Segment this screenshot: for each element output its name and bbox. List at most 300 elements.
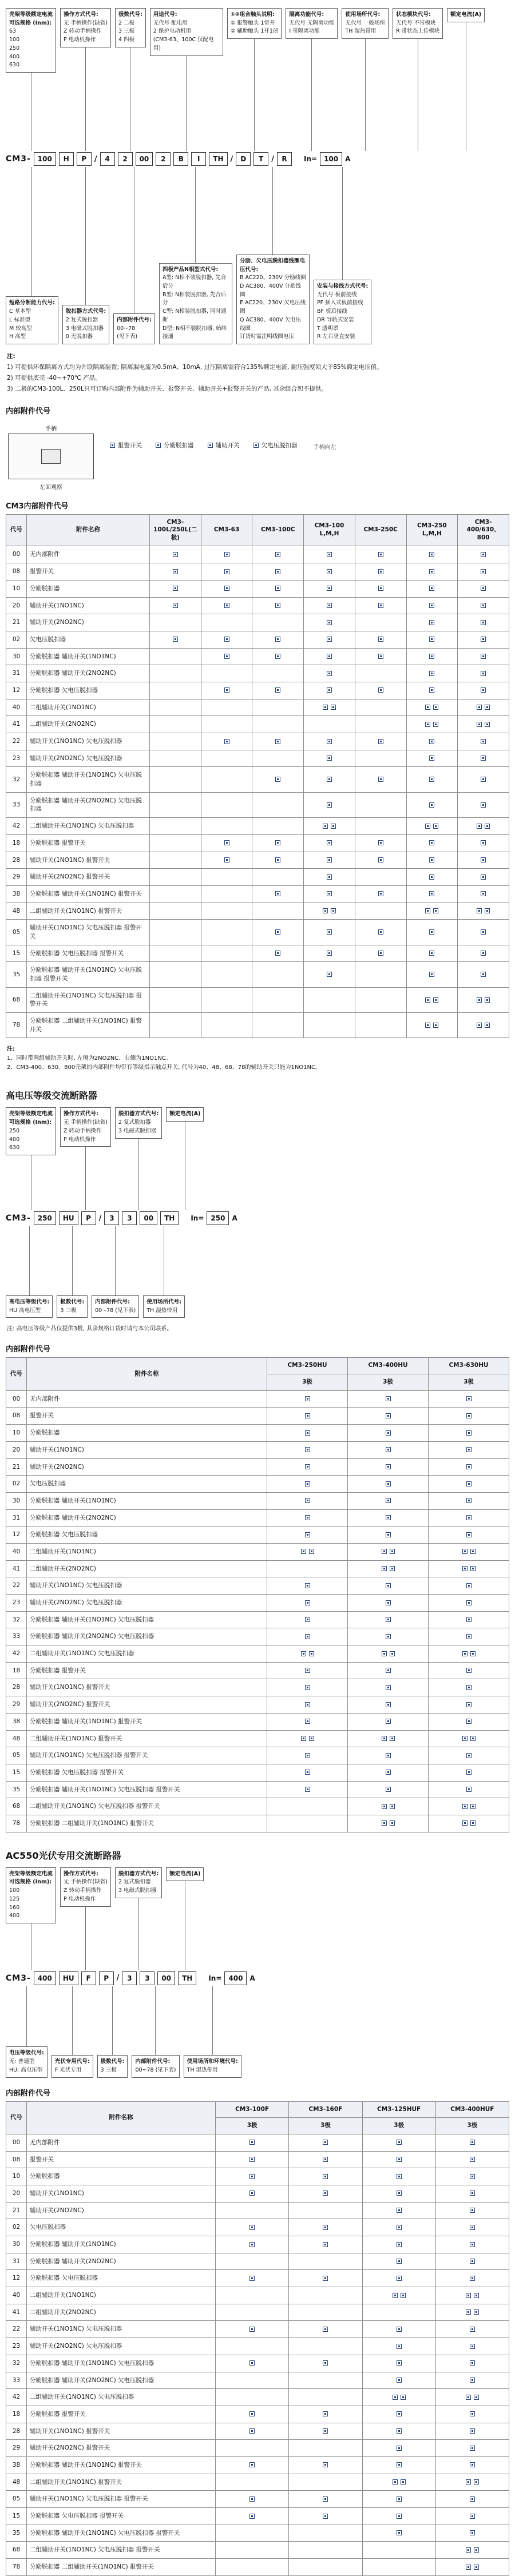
rated-current-value: 250 xyxy=(207,1211,229,1225)
table-row xyxy=(6,716,509,733)
accessory-name: 二组辅助开关(1NO1NC) 报警开关 xyxy=(27,903,150,920)
model-code-segment: 3 xyxy=(140,1971,154,1985)
name-column-header: 附件名称 xyxy=(27,1358,267,1390)
availability-mark xyxy=(466,1685,472,1690)
annotation-line: 250 xyxy=(9,45,20,51)
table-row xyxy=(6,1408,509,1425)
accessory-code: 42 xyxy=(6,1645,27,1663)
availability-mark xyxy=(433,824,438,829)
availability-mark xyxy=(378,687,383,693)
annotation-column xyxy=(60,1867,111,1970)
accessory-code: 42 xyxy=(6,818,27,835)
availability-cell xyxy=(201,631,252,648)
annotation-row-bottom xyxy=(6,1226,509,1318)
availability-mark xyxy=(386,1702,391,1707)
availability-mark xyxy=(425,908,430,913)
model-code-segment: HU xyxy=(59,1211,78,1225)
availability-mark xyxy=(327,637,332,642)
availability-mark xyxy=(275,857,280,862)
connector-line xyxy=(72,1226,73,1295)
availability-cell xyxy=(267,1476,348,1493)
availability-mark xyxy=(474,2293,479,2298)
availability-mark xyxy=(470,2344,475,2349)
annotation-column xyxy=(227,8,282,151)
table-row xyxy=(6,1747,509,1764)
accessory-code: 41 xyxy=(6,716,27,733)
availability-cell xyxy=(429,1543,509,1560)
availability-cell xyxy=(289,2440,362,2457)
availability-cell xyxy=(429,1595,509,1612)
availability-cell xyxy=(406,648,458,665)
annotation-box xyxy=(6,2046,47,2077)
availability-cell xyxy=(252,716,304,733)
annotation-title: 高电压等级代号: xyxy=(9,1299,50,1306)
availability-cell xyxy=(304,1013,355,1038)
availability-cell xyxy=(355,733,406,750)
accessory-code: 10 xyxy=(6,1425,27,1442)
annotation-column xyxy=(447,8,485,151)
availability-mark xyxy=(323,2174,328,2179)
product-column-header: CM3-100L/250L(二极) xyxy=(150,514,201,546)
accessory-code: 68 xyxy=(6,1798,27,1815)
availability-cell xyxy=(429,1526,509,1544)
accessory-name: 辅助开关(1NO1NC) xyxy=(27,2185,216,2202)
availability-mark xyxy=(249,2242,255,2247)
annotation-line: I 带隔离功能 xyxy=(289,28,320,35)
availability-cell xyxy=(201,792,252,817)
availability-mark xyxy=(401,2395,406,2400)
availability-cell xyxy=(150,614,201,631)
availability-cell xyxy=(362,2456,435,2474)
availability-mark xyxy=(275,654,280,659)
availability-mark xyxy=(386,1481,391,1486)
availability-cell xyxy=(406,597,458,614)
availability-cell xyxy=(348,1509,429,1526)
code-column-header: 代号 xyxy=(6,2101,27,2134)
availability-cell xyxy=(252,885,304,903)
table-row xyxy=(6,2559,509,2576)
annotation-line: P 电动机操作 xyxy=(64,1895,96,1902)
availability-cell xyxy=(435,2253,509,2270)
availability-mark xyxy=(481,739,486,744)
annotation-title: 使用场所代号: xyxy=(146,1299,182,1306)
availability-mark xyxy=(429,802,434,808)
availability-cell xyxy=(348,1408,429,1425)
accessory-code: 18 xyxy=(6,2406,27,2423)
availability-mark xyxy=(397,2428,402,2434)
accessory-name: 报警开关 xyxy=(27,2151,216,2168)
annotation-line: H 高型 xyxy=(9,333,26,340)
annotation-line: 125 xyxy=(9,1895,20,1902)
availability-mark xyxy=(378,840,383,845)
availability-cell xyxy=(406,563,458,581)
accessory-code: 10 xyxy=(6,2168,27,2185)
availability-mark xyxy=(275,929,280,935)
annotation-line: TH 湿热带用 xyxy=(146,1307,178,1314)
table-row xyxy=(6,1476,509,1493)
availability-cell xyxy=(267,1595,348,1612)
table-row xyxy=(6,2304,509,2321)
table-row xyxy=(6,1390,509,1408)
annotation-line: Z 转动手柄操作 xyxy=(64,1127,102,1134)
availability-cell xyxy=(289,2202,362,2219)
accessory-name: 辅助开关(1NO1NC) 欠电压脱扣器 xyxy=(27,733,150,750)
availability-mark xyxy=(323,2462,328,2467)
availability-mark xyxy=(301,1549,306,1554)
model-code-segment: D xyxy=(236,152,251,166)
availability-cell xyxy=(150,987,201,1012)
availability-cell xyxy=(216,2338,289,2355)
accessory-name: 辅助开关(2NO2NC) 报警开关 xyxy=(27,869,150,886)
availability-cell xyxy=(252,767,304,792)
availability-mark xyxy=(429,687,434,693)
availability-cell xyxy=(216,2304,289,2321)
availability-mark xyxy=(249,2140,255,2145)
model-code-segment: 00 xyxy=(140,1211,157,1225)
availability-cell xyxy=(406,903,458,920)
table-row xyxy=(6,733,509,750)
availability-mark xyxy=(397,2344,402,2349)
availability-mark xyxy=(485,824,490,829)
availability-cell xyxy=(355,699,406,716)
availability-cell xyxy=(289,2508,362,2525)
availability-mark xyxy=(470,2411,475,2416)
annotation-box xyxy=(115,1107,162,1138)
availability-mark xyxy=(466,1430,472,1436)
availability-cell xyxy=(458,1013,509,1038)
annotation-box xyxy=(159,263,232,344)
availability-cell xyxy=(252,945,304,962)
annotation-line: HU 高电压型 xyxy=(9,1307,41,1314)
availability-cell xyxy=(458,869,509,886)
legend-items xyxy=(110,424,298,450)
section-heading-high-voltage: 高电压等级交流断路器 xyxy=(6,1090,98,1102)
availability-cell xyxy=(355,852,406,869)
model-code-segment: R xyxy=(277,152,292,166)
availability-cell xyxy=(267,1679,348,1696)
availability-mark xyxy=(481,874,486,880)
availability-cell xyxy=(458,648,509,665)
availability-cell xyxy=(267,1645,348,1663)
annotation-line: 3 电磁式脱扣器 xyxy=(118,1887,157,1894)
availability-cell xyxy=(362,2236,435,2253)
availability-mark xyxy=(466,1413,472,1418)
availability-cell xyxy=(435,2372,509,2389)
annotation-line: B AC220、230V 分励线圈 xyxy=(239,275,306,281)
accessory-name: 二组辅助开关(2NO2NC) xyxy=(27,1560,267,1577)
availability-cell xyxy=(458,920,509,945)
annotation-title: 用途代号: xyxy=(153,11,177,18)
availability-mark xyxy=(466,1515,472,1520)
availability-cell xyxy=(216,2372,289,2389)
model-series-prefix: CM3- xyxy=(6,1214,31,1223)
availability-cell xyxy=(429,1492,509,1509)
breaker-figure xyxy=(8,424,94,491)
availability-cell xyxy=(458,631,509,648)
availability-cell xyxy=(216,2321,289,2338)
availability-mark xyxy=(390,1651,395,1656)
availability-mark xyxy=(481,951,486,956)
breaker-handle xyxy=(41,449,61,464)
availability-cell xyxy=(362,2508,435,2525)
availability-cell xyxy=(435,2355,509,2372)
availability-mark xyxy=(462,1804,468,1809)
availability-mark xyxy=(429,857,434,862)
availability-cell xyxy=(355,750,406,767)
availability-mark xyxy=(327,874,332,880)
availability-cell xyxy=(252,682,304,699)
availability-cell xyxy=(406,631,458,648)
annotation-column xyxy=(236,167,310,344)
table-row xyxy=(6,869,509,886)
annotation-column xyxy=(143,1226,185,1318)
availability-mark xyxy=(249,2327,255,2332)
availability-mark xyxy=(470,2514,475,2519)
availability-cell xyxy=(267,1458,348,1476)
accessory-name: 分励脱扣器 报警开关 xyxy=(27,2406,216,2423)
availability-cell xyxy=(435,2508,509,2525)
table-row xyxy=(6,2151,509,2168)
availability-mark xyxy=(429,637,434,642)
handle-direction-note: 手柄向左 xyxy=(313,444,336,451)
accessory-name: 分励脱扣器 辅助开关(2NO2NC) 欠电压脱扣器 xyxy=(27,2372,216,2389)
availability-cell xyxy=(201,869,252,886)
availability-mark xyxy=(477,705,482,710)
availability-cell xyxy=(435,2406,509,2423)
table1-notes xyxy=(7,1045,508,1072)
accessory-code: 00 xyxy=(6,2134,27,2151)
accessory-name: 分励脱扣器 xyxy=(27,2168,216,2185)
availability-cell xyxy=(406,665,458,682)
availability-mark xyxy=(275,637,280,642)
availability-mark xyxy=(323,2514,328,2519)
availability-cell xyxy=(201,563,252,581)
availability-cell xyxy=(458,903,509,920)
availability-cell xyxy=(348,1526,429,1544)
availability-mark xyxy=(474,2395,479,2400)
availability-mark xyxy=(275,603,280,608)
annotation-line: DR 导轨式安装 xyxy=(316,316,354,323)
availability-cell xyxy=(267,1696,348,1714)
cm3-accessory-table-container xyxy=(6,514,509,1039)
availability-mark xyxy=(477,722,482,727)
accessory-name: 辅助开关(1NO1NC) 欠电压脱扣器 报警开关 xyxy=(27,920,150,945)
accessory-name: 无内部附件 xyxy=(27,546,150,563)
availability-cell xyxy=(362,2559,435,2576)
availability-cell xyxy=(304,665,355,682)
table-row xyxy=(6,2202,509,2219)
annotation-title: 状态模块代号: xyxy=(395,11,431,18)
availability-cell xyxy=(289,2134,362,2151)
accessory-code: 10 xyxy=(6,580,27,597)
availability-mark xyxy=(401,2479,406,2484)
annotation-line: 63 xyxy=(9,28,17,35)
table-row xyxy=(6,852,509,869)
connector-line xyxy=(138,1898,139,1970)
accessory-name: 无内部附件 xyxy=(27,2134,216,2151)
annotation-line: 4 四极 xyxy=(118,37,135,43)
availability-cell xyxy=(429,1662,509,1679)
availability-mark xyxy=(397,2157,402,2162)
annotation-line: 无: 普通型 xyxy=(9,2058,35,2065)
annotation-title: 额定电流(A) xyxy=(169,1111,201,1118)
availability-cell xyxy=(304,699,355,716)
accessory-name: 辅助开关(2NO2NC) 欠电压脱扣器 xyxy=(27,2338,216,2355)
table-row xyxy=(6,1441,509,1458)
annotation-row-top xyxy=(6,1107,509,1210)
annotation-column xyxy=(6,8,56,151)
legend-item-label: 报警开关 xyxy=(118,442,142,449)
annotation-box xyxy=(342,8,389,39)
availability-cell xyxy=(216,2456,289,2474)
availability-cell xyxy=(252,614,304,631)
accessory-name: 分励脱扣器 xyxy=(27,580,150,597)
availability-mark xyxy=(466,1464,472,1469)
availability-cell xyxy=(150,869,201,886)
availability-cell xyxy=(289,2168,362,2185)
availability-mark xyxy=(249,2497,255,2502)
availability-mark xyxy=(386,1600,391,1605)
product-column-header: CM3-63 xyxy=(201,514,252,546)
annotation-box xyxy=(184,2055,241,2077)
availability-cell xyxy=(201,699,252,716)
table-header xyxy=(6,1358,509,1390)
model-code-segment: T xyxy=(253,152,268,166)
table-header-row xyxy=(6,1358,509,1374)
accessory-code: 33 xyxy=(6,1628,27,1645)
availability-mark xyxy=(305,1702,310,1707)
connector-line xyxy=(31,167,32,296)
connector-line xyxy=(311,39,312,151)
availability-cell xyxy=(216,2474,289,2491)
availability-mark xyxy=(323,2428,328,2434)
table-row xyxy=(6,945,509,962)
pv-model-designation-diagram xyxy=(6,1867,509,2078)
availability-mark xyxy=(390,1820,395,1826)
availability-mark xyxy=(470,2140,475,2145)
accessory-name: 分励脱扣器 辅助开关(2NO2NC) xyxy=(27,1509,267,1526)
accessory-name: 辅助开关(1NO1NC) 欠电压脱扣器 报警开关 xyxy=(27,2491,216,2508)
availability-cell xyxy=(362,2355,435,2372)
connector-line xyxy=(115,1226,116,1295)
availability-cell xyxy=(216,2508,289,2525)
availability-mark xyxy=(474,2565,479,2570)
availability-mark xyxy=(429,671,434,676)
accessory-code: 31 xyxy=(6,2253,27,2270)
availability-mark xyxy=(173,603,178,608)
accessory-code: 28 xyxy=(6,2423,27,2440)
table1-notes-label: 注: xyxy=(7,1046,15,1053)
note-line-2: 2) 可提供底壳 -40~+70℃ 产品。 xyxy=(7,374,101,381)
annotation-column xyxy=(113,167,155,344)
availability-mark xyxy=(305,1668,310,1673)
availability-mark xyxy=(466,1770,472,1775)
availability-mark xyxy=(433,908,438,913)
table-row xyxy=(6,885,509,903)
availability-cell xyxy=(289,2474,362,2491)
table-row xyxy=(6,1730,509,1747)
availability-cell xyxy=(348,1815,429,1832)
availability-cell xyxy=(252,597,304,614)
model-separator: / xyxy=(94,154,97,164)
availability-mark xyxy=(386,1515,391,1520)
pole-count-header: 3极 xyxy=(216,2118,289,2134)
availability-mark xyxy=(224,586,229,591)
availability-cell xyxy=(304,834,355,852)
annotation-line: TH 湿热带用 xyxy=(187,2066,218,2073)
availability-cell xyxy=(201,885,252,903)
availability-mark xyxy=(323,2157,328,2162)
availability-cell xyxy=(348,1441,429,1458)
annotation-title: 操作方式代号: xyxy=(64,1111,98,1118)
availability-cell xyxy=(348,1798,429,1815)
availability-cell xyxy=(304,614,355,631)
model-code-row xyxy=(6,152,509,166)
availability-cell xyxy=(201,750,252,767)
annotation-column xyxy=(166,1107,204,1210)
availability-cell xyxy=(362,2474,435,2491)
availability-cell xyxy=(304,580,355,597)
availability-cell xyxy=(406,767,458,792)
availability-cell xyxy=(348,1696,429,1714)
accessory-code: 30 xyxy=(6,2236,27,2253)
availability-mark xyxy=(327,929,332,935)
availability-cell xyxy=(150,699,201,716)
availability-mark xyxy=(481,840,486,845)
availability-cell xyxy=(289,2151,362,2168)
availability-mark xyxy=(305,1753,310,1758)
annotation-column xyxy=(115,1107,162,1210)
table-row xyxy=(6,1577,509,1595)
availability-cell xyxy=(252,818,304,835)
accessory-code: 33 xyxy=(6,2372,27,2389)
accessory-code: 08 xyxy=(6,2151,27,2168)
availability-mark xyxy=(481,972,486,977)
availability-mark xyxy=(397,2140,402,2145)
table-row xyxy=(6,563,509,581)
pole-count-header: 3极 xyxy=(348,1374,429,1391)
model-code-segment: 100 xyxy=(34,152,56,166)
annotation-box xyxy=(143,1295,185,1318)
availability-mark xyxy=(224,857,229,862)
availability-mark xyxy=(305,1532,310,1537)
availability-mark xyxy=(386,1668,391,1673)
availability-cell xyxy=(355,903,406,920)
table-row xyxy=(6,2236,509,2253)
accessory-name: 二组辅助开关(1NO1NC) xyxy=(27,2287,216,2304)
availability-mark xyxy=(323,2327,328,2332)
availability-cell xyxy=(201,962,252,987)
availability-cell xyxy=(429,1696,509,1714)
availability-cell xyxy=(348,1713,429,1730)
availability-mark xyxy=(397,2360,402,2366)
availability-mark xyxy=(327,840,332,845)
availability-cell xyxy=(348,1577,429,1595)
availability-cell xyxy=(216,2219,289,2236)
availability-mark xyxy=(429,603,434,608)
model-code-segment: P xyxy=(77,152,92,166)
availability-cell xyxy=(216,2253,289,2270)
availability-cell xyxy=(435,2474,509,2491)
availability-mark xyxy=(470,2225,475,2230)
availability-mark xyxy=(397,2514,402,2519)
availability-cell xyxy=(429,1628,509,1645)
connector-line xyxy=(85,1147,86,1210)
accessory-code: 41 xyxy=(6,1560,27,1577)
accessory-name: 分励脱扣器 辅助开关(2NO2NC) 欠电压脱扣器 xyxy=(27,792,150,817)
availability-mark xyxy=(397,2242,402,2247)
availability-mark xyxy=(327,777,332,782)
